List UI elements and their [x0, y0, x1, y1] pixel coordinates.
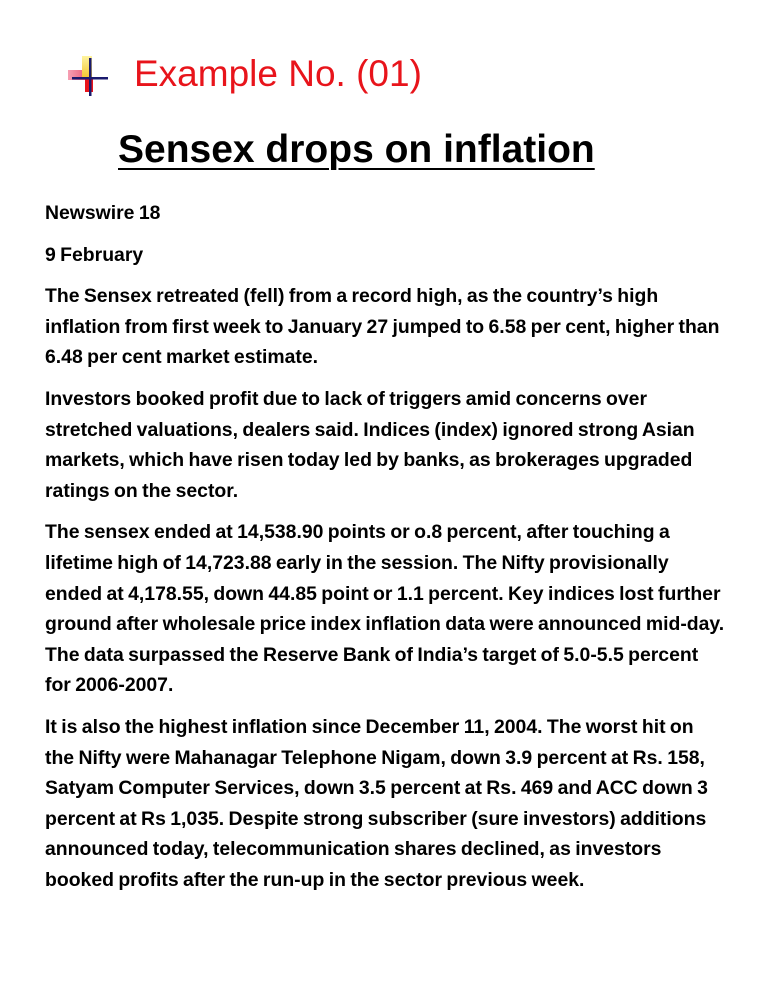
article-paragraph: Investors booked profit due to lack of triggers amid concerns over stretched valuations, dealers said. Indices (index) ignored strong Asian markets, which have risen today led by banks, as brokerages upgraded ratings on the sector. — [45, 387, 695, 502]
header-row — [66, 44, 110, 108]
example-number-title: Example No. (01) — [134, 53, 422, 94]
article-paragraph: The sensex ended at 14,538.90 points or o.8 percent, after touching a lifetime high of 14,723.88 early in the session. The Nifty provisionally ended at 4,178.55, down 44.85 point or 1.1 percent. Key indices lost further ground after wholesale price index inflation data were announced mid-day. The data surpassed the Reserve Bank of India’s target of 5.0-5.5 percent for 2006-2007. — [45, 521, 725, 697]
article-paragraph: It is also the highest inflation since December 11, 2004. The worst hit on the Nifty were Mahanagar Telephone Nigam, down 3.9 percent at Rs. 158, Satyam Computer Services, down 3.5 percent at Rs. 469 and ACC down 3 percent at Rs 1,035. Despite strong subscriber (sure investors) additions announced today, telecommunication shares declined, as investors booked profits after the run-up in the sector previous week. — [45, 715, 708, 891]
article-date: 9 February — [45, 243, 144, 266]
bullet-cross-icon — [66, 54, 110, 98]
article-headline: Sensex drops on inflation — [118, 128, 595, 171]
article-paragraph: The Sensex retreated (fell) from a record high, as the country’s high inflation from first week to January 27 jumped to 6.58 per cent, higher than 6.48 per cent market estimate. — [45, 285, 720, 369]
article-body — [45, 198, 725, 906]
article-source: Newswire 18 — [45, 202, 161, 224]
